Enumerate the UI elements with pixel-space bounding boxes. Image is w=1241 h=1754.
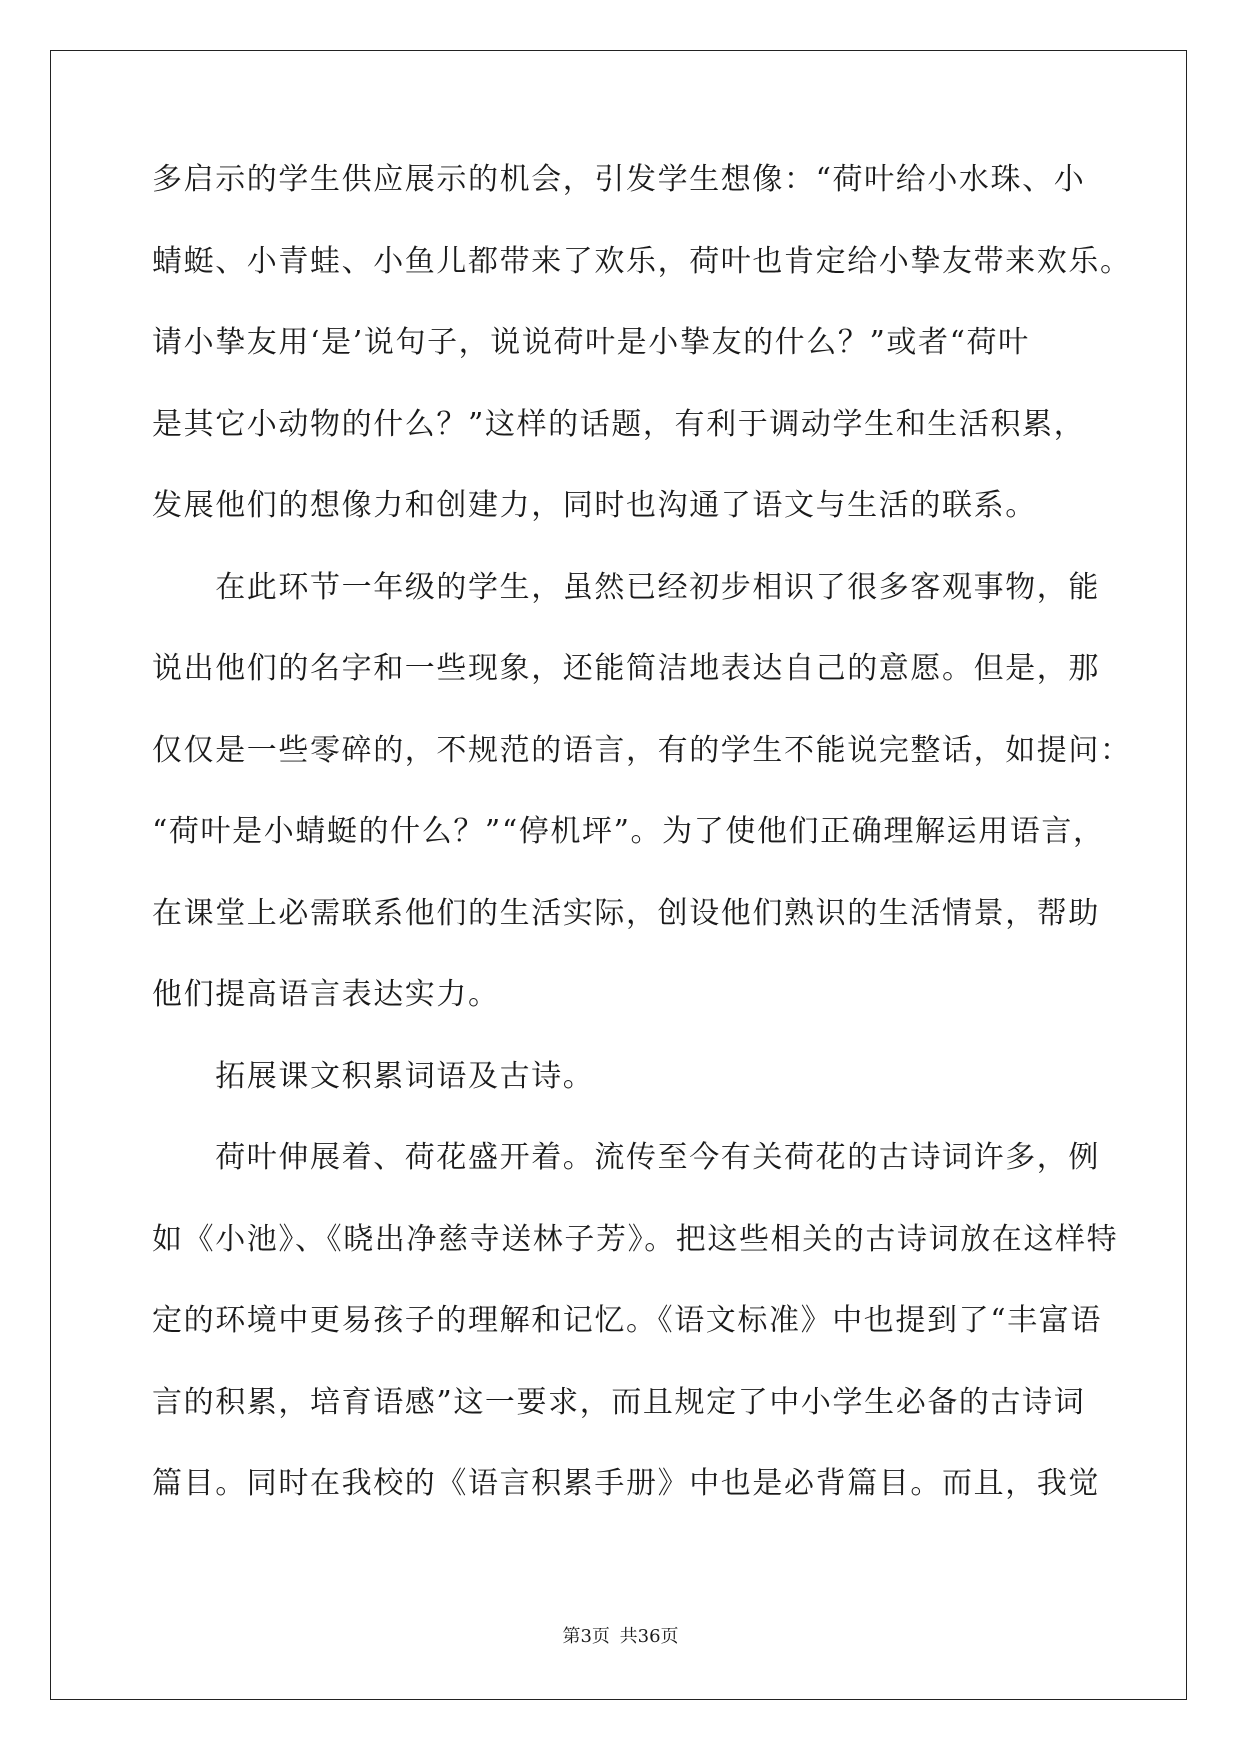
text-line: 仅仅是一些零碎的，不规范的语言，有的学生不能说完整话，如提问： xyxy=(152,732,1132,768)
text-line: 篇目。同时在我校的《语言积累手册》中也是必背篇目。而且，我觉 xyxy=(152,1466,1100,1501)
text-line: 荷叶伸展着、荷花盛开着。流传至今有关荷花的古诗词许多，例 xyxy=(152,1140,1100,1175)
text-line: 发展他们的想像力和创建力，同时也沟通了语文与生活的联系。 xyxy=(152,488,1037,523)
text-line: 说出他们的名字和一些现象，还能简洁地表达自己的意愿。但是，那 xyxy=(152,651,1100,686)
page-number: 第3页 xyxy=(562,1626,610,1647)
document-body xyxy=(152,160,1132,1546)
text-line: 是其它小动物的什么？”这样的话题，有利于调动学生和生活积累， xyxy=(152,406,1086,442)
text-line: 定的环境中更易孩子的理解和记忆。《语文标准》中也提到了“丰富语 xyxy=(152,1303,1102,1338)
text-line: 如《小池》、《晓出净慈寺送林子芳》。把这些相关的古诗词放在这样特 xyxy=(152,1221,1119,1257)
text-line: 蜻蜓、小青蛙、小鱼儿都带来了欢乐，荷叶也肯定给小挚友带来欢乐。 xyxy=(152,243,1132,279)
page-total: 共36页 xyxy=(619,1626,679,1647)
text-line: 请小挚友用‘是’说句子，说说荷叶是小挚友的什么？”或者“荷叶 xyxy=(152,325,1030,360)
text-line: 言的积累，培育语感”这一要求，而且规定了中小学生必备的古诗词 xyxy=(152,1384,1086,1420)
text-line: 在课堂上必需联系他们的生活实际，创设他们熟识的生活情景，帮助 xyxy=(152,895,1100,931)
text-line: “荷叶是小蜻蜓的什么？”“停机坪”。为了使他们正确理解运用语言， xyxy=(152,814,1105,849)
text-line: 多启示的学生供应展示的机会，引发学生想像：“荷叶给小水珠、小 xyxy=(152,162,1086,197)
page-footer xyxy=(0,1622,1241,1648)
text-line: 在此环节一年级的学生，虽然已经初步相识了很多客观事物，能 xyxy=(152,569,1100,605)
text-line: 他们提高语言表达实力。 xyxy=(152,977,500,1012)
text-line: 拓展课文积累词语及古诗。 xyxy=(152,1058,595,1094)
